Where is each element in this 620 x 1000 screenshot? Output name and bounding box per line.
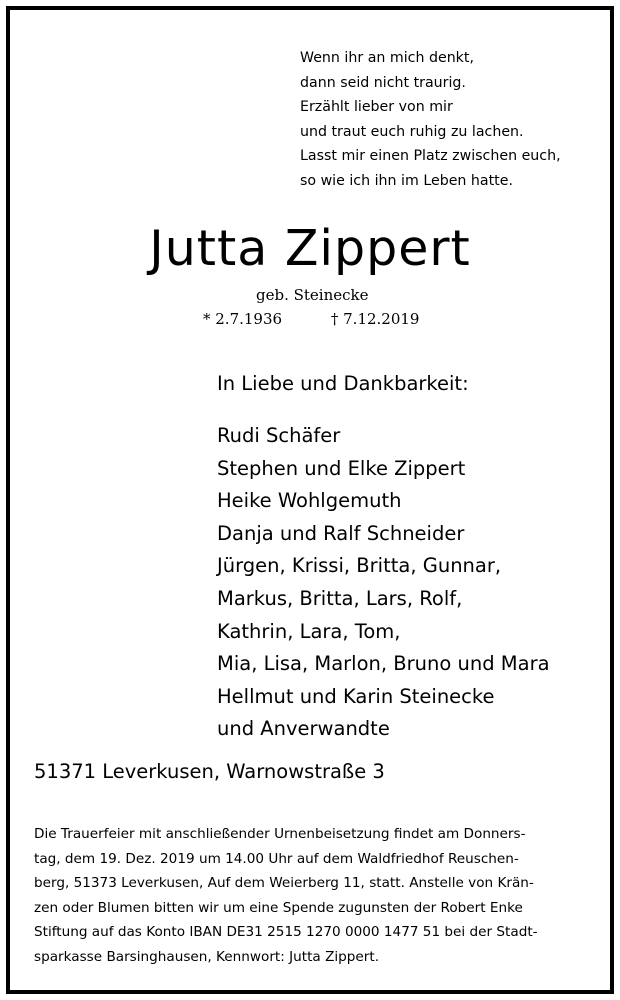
poem	[300, 46, 561, 194]
life-dates	[203, 310, 419, 328]
mourner-line: Rudi Schäfer	[217, 424, 341, 447]
poem-line: Wenn ihr an mich denkt,	[300, 50, 474, 66]
notice-line: Stiftung auf das Konto IBAN DE31 2515 1270 0000 1477 51 bei der Stadt-	[34, 924, 538, 941]
mourner-line: Stephen und Elke Zippert	[217, 456, 466, 480]
mourner-line: Heike Wohlgemuth	[217, 489, 402, 513]
poem-line: so wie ich ihn im Leben hatte.	[300, 172, 513, 189]
mourner-line: Danja und Ralf Schneider	[217, 521, 465, 545]
mourner-line: Mia, Lisa, Marlon, Bruno und Mara	[217, 652, 550, 676]
notice-line: sparkasse Barsinghausen, Kennwort: Jutta Zippert.	[34, 948, 380, 965]
deceased-name: Jutta Zippert	[149, 220, 471, 277]
birth-date: * 2.7.1936	[203, 310, 283, 328]
mourner-line: Kathrin, Lara, Tom,	[217, 619, 401, 643]
mourner-line: und Anverwandte	[217, 717, 390, 741]
notice-line: zen oder Blumen bitten wir um eine Spende zugunsten der Robert Enke	[34, 899, 523, 916]
maiden-name: geb. Steinecke	[256, 286, 369, 304]
poem-line: und traut euch ruhig zu lachen.	[300, 123, 524, 140]
dedication-heading: In Liebe und Dankbarkeit:	[217, 372, 469, 395]
poem-line: Erzählt lieber von mir	[300, 99, 453, 116]
mourner-line: Jürgen, Krissi, Britta, Gunnar,	[217, 554, 502, 578]
funeral-notice	[34, 822, 586, 970]
mourners-list	[217, 420, 550, 746]
notice-line: Die Trauerfeier mit anschließender Urnenbeisetzung findet am Donners-	[34, 826, 526, 842]
mourner-line: Hellmut und Karin Steinecke	[217, 684, 495, 708]
poem-line: dann seid nicht traurig.	[300, 74, 466, 91]
mourner-line: Markus, Britta, Lars, Rolf,	[217, 586, 463, 610]
poem-line: Lasst mir einen Platz zwischen euch,	[300, 148, 561, 165]
notice-line: berg, 51373 Leverkusen, Auf dem Weierberg 11, statt. Anstelle von Krän-	[34, 875, 534, 892]
address: 51371 Leverkusen, Warnowstraße 3	[34, 760, 385, 783]
notice-line: tag, dem 19. Dez. 2019 um 14.00 Uhr auf dem Waldfriedhof Reuschen-	[34, 850, 519, 867]
death-date: † 7.12.2019	[330, 310, 420, 328]
